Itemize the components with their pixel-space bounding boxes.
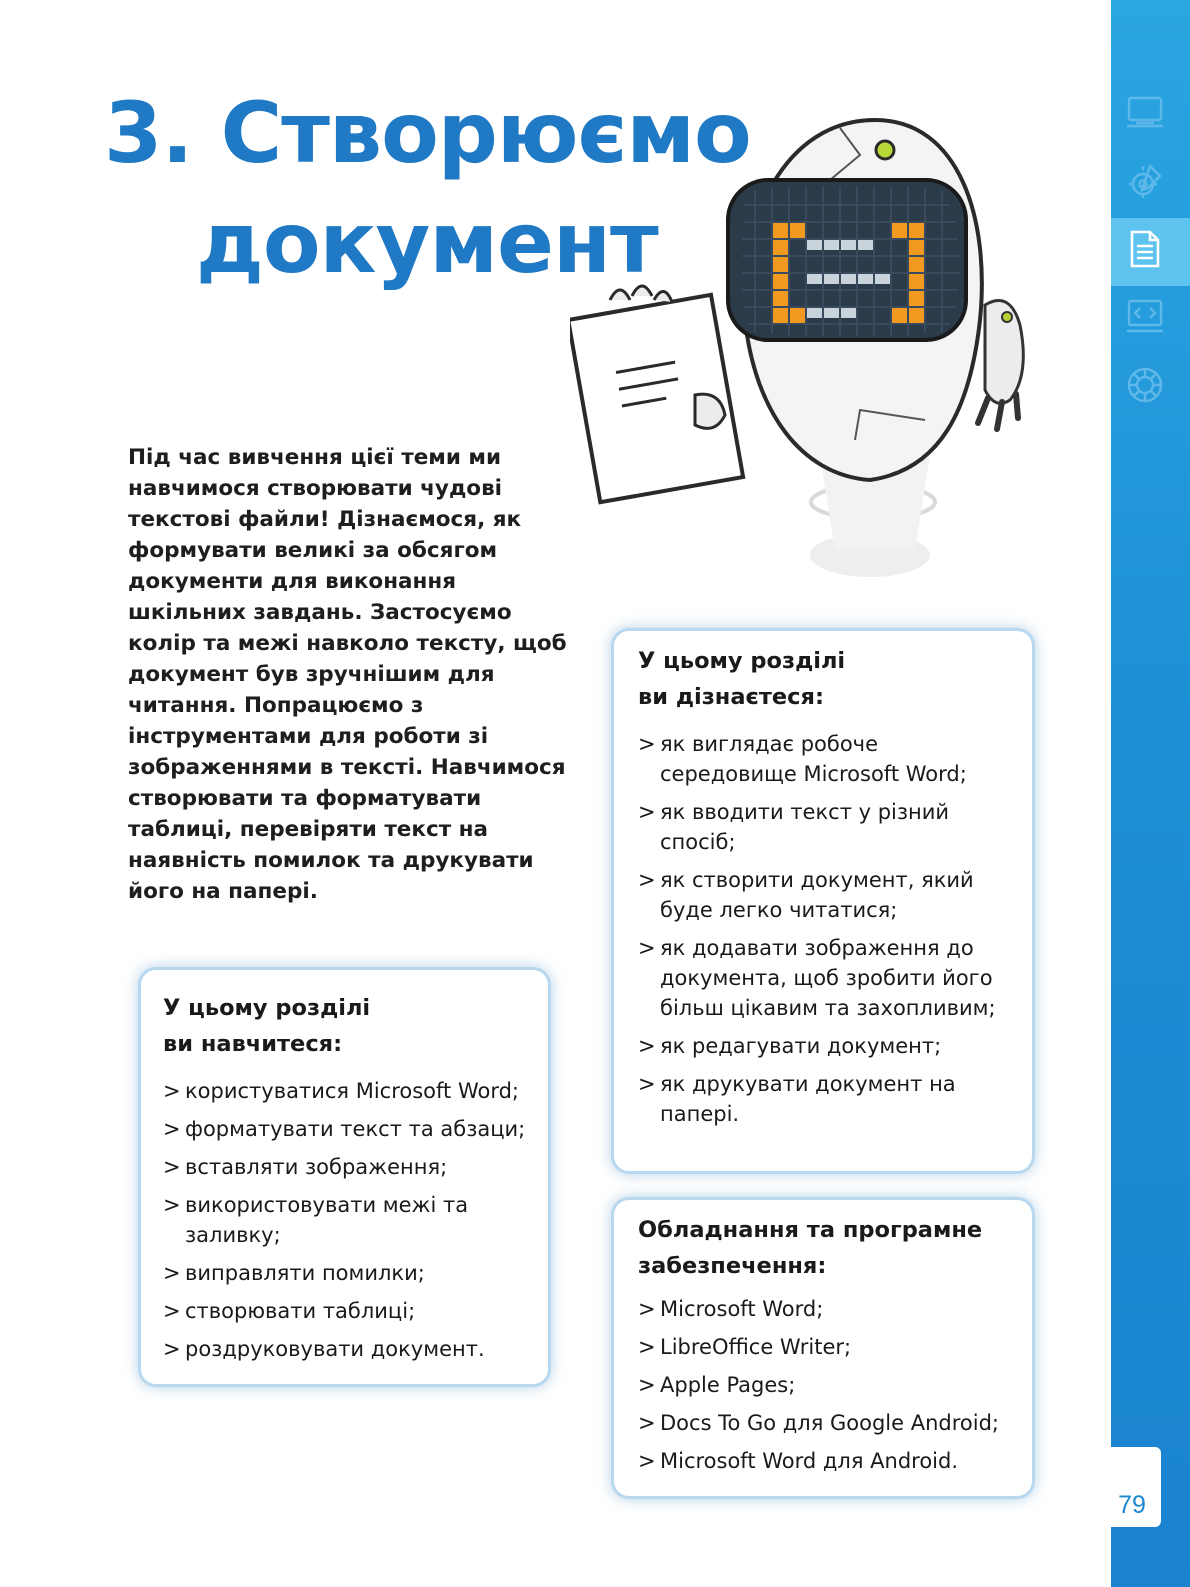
list-item: > використовувати межі та заливку; (163, 1190, 530, 1250)
list-item: > LibreOffice Writer; (638, 1332, 1018, 1362)
gear-pencil-icon[interactable] (1124, 160, 1166, 202)
robot-illustration (570, 110, 1065, 580)
hardware-list (638, 1294, 1018, 1476)
hardware-heading-line-2: забезпечення: (638, 1253, 827, 1279)
title-line-2: документ (196, 194, 658, 292)
list-item: > як редагувати документ; (638, 1031, 1018, 1061)
learn-heading-line-2: ви навчитеся: (163, 1031, 343, 1057)
list-item: > як виглядає робоче середовище Microsoft Word; (638, 729, 1018, 789)
list-item: > Microsoft Word для Android. (638, 1446, 1018, 1476)
list-item: > як додавати зображення до документа, щоб зробити його більш цікавим та захопливим; (638, 933, 1018, 1023)
list-item: > Microsoft Word; (638, 1294, 1018, 1324)
know-list (638, 729, 1018, 1129)
list-item: > Docs To Go для Google Android; (638, 1408, 1018, 1438)
title-line-1: 3. Створюємо (104, 84, 751, 182)
hardware-box-heading (638, 1212, 1018, 1284)
list-item: > користуватися Microsoft Word; (163, 1076, 530, 1106)
know-box-heading (638, 643, 1018, 715)
hardware-heading-line-1: Обладнання та програмне (638, 1217, 983, 1243)
network-globe-icon[interactable] (1124, 364, 1166, 406)
page-number: 79 (1118, 1491, 1146, 1519)
learn-list (163, 1076, 530, 1364)
list-item: > як створити документ, який буде легко читатися; (638, 865, 1018, 925)
learn-box (138, 967, 551, 1387)
list-item: > Apple Pages; (638, 1370, 1018, 1400)
document-icon[interactable] (1124, 228, 1166, 270)
learn-box-heading (163, 990, 530, 1062)
hardware-software-box (611, 1197, 1035, 1499)
list-item: > як вводити текст у різний спосіб; (638, 797, 1018, 857)
intro-paragraph: Під час вивчення цієї теми ми навчимося створювати чудові текстові файли! Дізнаємося, як формувати великі за обсягом документи для виконання шкільних завдань. Застосуємо колір та межі навколо тексту, щоб документ був зручнішим для читання. Попрацюємо з інструментами для роботи зі зображеннями в тексті. Навчимося створювати та форматувати таблиці, перевіряти текст на наявність помилок та друкувати його на папері. (128, 445, 567, 904)
list-item: > вставляти зображення; (163, 1152, 530, 1182)
list-item: > виправляти помилки; (163, 1258, 530, 1288)
computer-icon[interactable] (1124, 92, 1166, 134)
learn-heading-line-1: У цьому розділі (163, 995, 371, 1021)
list-item: > створювати таблиці; (163, 1296, 530, 1326)
code-monitor-icon[interactable] (1124, 296, 1166, 338)
know-heading-line-1: У цьому розділі (638, 648, 846, 674)
list-item: > форматувати текст та абзаци; (163, 1114, 530, 1144)
list-item: > роздруковувати документ. (163, 1334, 530, 1364)
know-heading-line-2: ви дізнаєтеся: (638, 684, 824, 710)
list-item: > як друкувати документ на папері. (638, 1069, 1018, 1129)
know-box (611, 628, 1035, 1174)
